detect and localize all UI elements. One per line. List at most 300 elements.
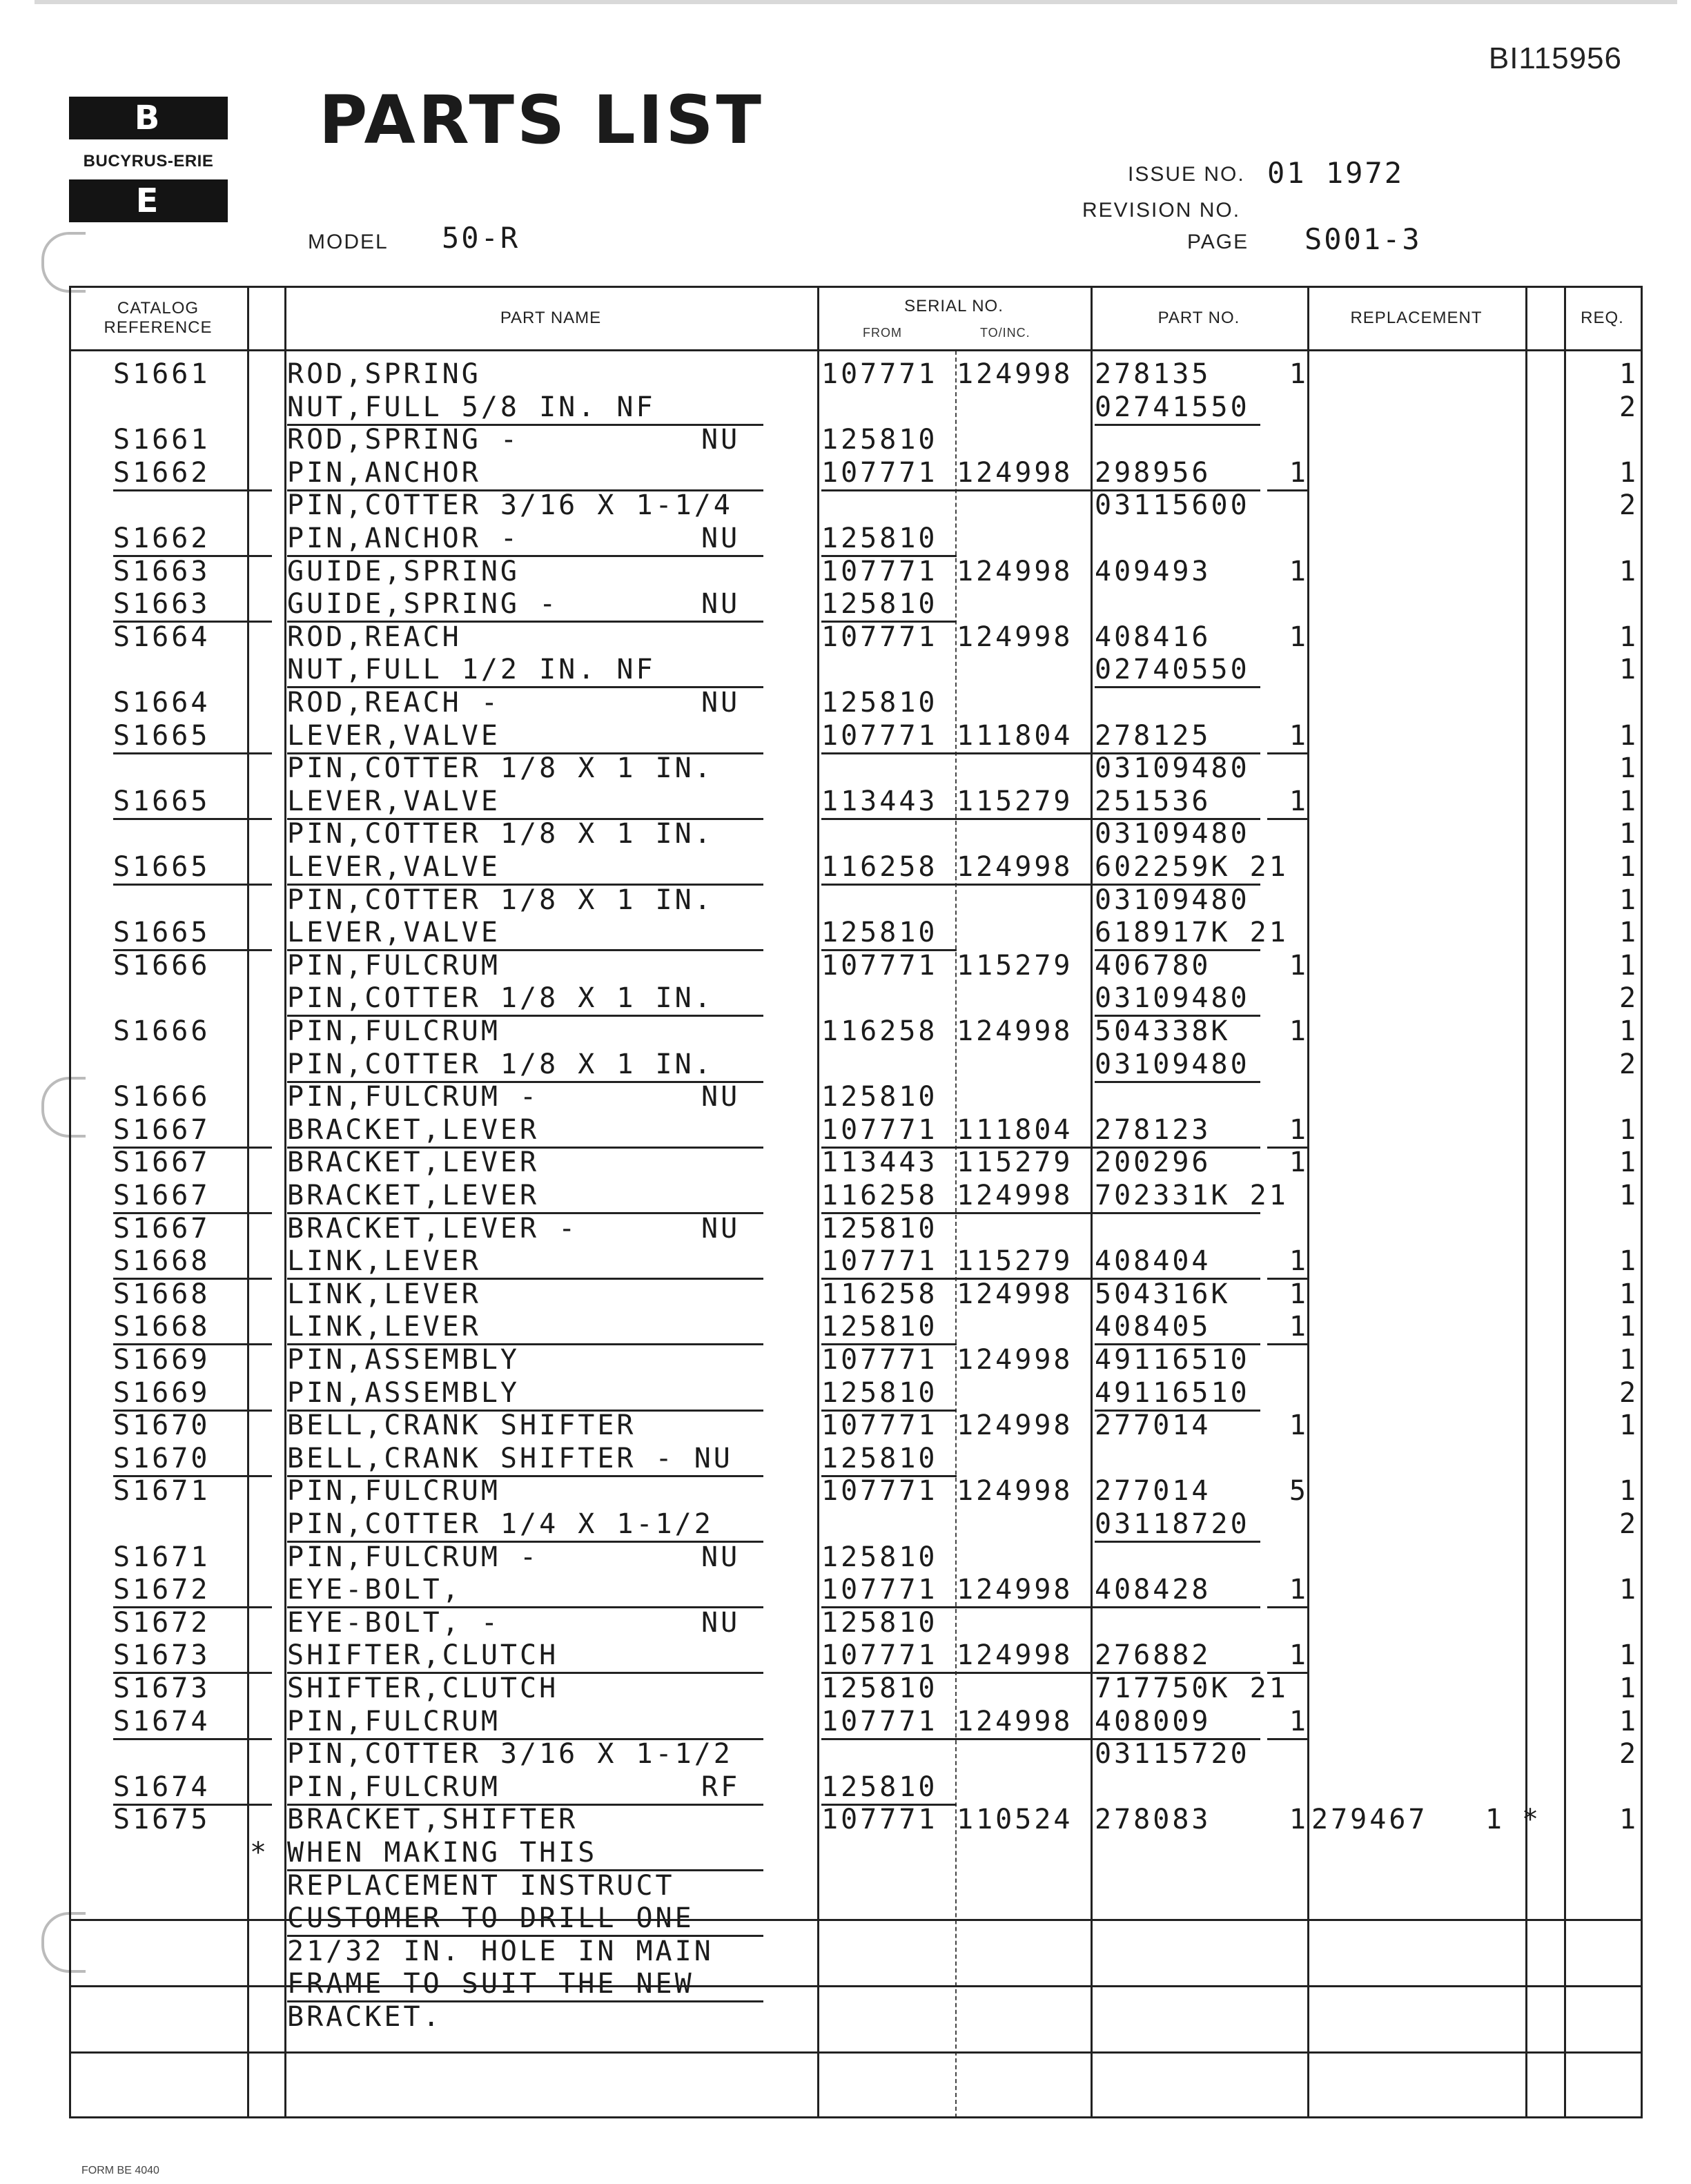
required-qty: 2 [1619, 1376, 1639, 1409]
catalog-ref: S1670 [113, 1442, 272, 1477]
part-name: PIN,ASSEMBLY [287, 1376, 763, 1412]
serial-from: 116258 [821, 1179, 957, 1214]
part-name: PIN,COTTER 1/8 X 1 IN. [287, 752, 714, 785]
part-name: GUIDE,SPRING [287, 555, 520, 587]
status-code: NU [701, 1606, 741, 1639]
table-row [69, 621, 1643, 654]
table-row [69, 2000, 1643, 2034]
part-name: PIN,COTTER 3/16 X 1-1/2 [287, 1738, 733, 1771]
part-name: LEVER,VALVE [287, 785, 763, 820]
table-row [69, 1672, 1643, 1705]
part-qty: 1 [1267, 1705, 1309, 1740]
part-name: PIN,COTTER 1/8 X 1 IN. [287, 818, 714, 850]
logo-bottom-letter: E [135, 182, 162, 220]
table-row [69, 1146, 1643, 1179]
model-value: 50-R [442, 221, 520, 255]
catalog-ref: S1667 [113, 1179, 272, 1214]
part-name: BRACKET,LEVER [287, 1147, 540, 1179]
bucyrus-erie-logo [69, 97, 228, 235]
required-qty: 1 [1619, 1705, 1639, 1737]
required-qty: 1 [1619, 358, 1639, 390]
page-title: PARTS LIST [319, 81, 765, 159]
table-row [69, 884, 1643, 917]
serial-from: 107771 [821, 1475, 938, 1508]
required-qty: 1 [1619, 1574, 1639, 1606]
part-name: BRACKET,LEVER [287, 1113, 763, 1149]
part-name: PIN,FULCRUM [287, 1015, 500, 1047]
required-qty: 1 [1619, 752, 1639, 785]
replacement-marker: * [1522, 1804, 1542, 1836]
part-qty: 1 [1267, 1113, 1309, 1149]
serial-from: 107771 [821, 1410, 938, 1442]
part-name: NUT,FULL 1/2 IN. NF [287, 653, 763, 688]
required-qty: 1 [1619, 1180, 1639, 1211]
issue-label: ISSUE NO. [1128, 163, 1245, 186]
required-qty: 1 [1619, 1245, 1639, 1278]
part-number: 277014 [1095, 1410, 1211, 1442]
part-number: 49116510 [1095, 1376, 1260, 1412]
part-number: 03115720 [1095, 1738, 1250, 1771]
part-name: BRACKET,LEVER - [287, 1212, 578, 1245]
serial-from: 107771 [821, 719, 957, 754]
table-row [69, 423, 1643, 456]
part-name: PIN,FULCRUM [287, 1475, 500, 1508]
serial-from: 107771 [821, 1113, 957, 1149]
table-row [69, 1935, 1643, 1968]
required-qty: 2 [1619, 1508, 1639, 1540]
part-qty: 1 [1267, 1245, 1309, 1280]
serial-from: 107771 [821, 456, 957, 491]
serial-from: 113443 [821, 1147, 938, 1179]
part-name: EYE-BOLT, [287, 1573, 763, 1608]
part-name: BRACKET. [287, 2001, 442, 2033]
serial-from: 116258 [821, 850, 957, 886]
part-name: GUIDE,SPRING - [287, 587, 763, 623]
part-number: 409493 [1095, 555, 1211, 587]
req-header: REQ. [1581, 309, 1624, 327]
table-row [69, 1212, 1643, 1245]
table-row [69, 1245, 1643, 1278]
catalog-ref: S1668 [113, 1310, 272, 1345]
required-qty: 1 [1619, 818, 1639, 850]
table-row [69, 1869, 1643, 1902]
part-number: 03109480 [1095, 1048, 1260, 1083]
part-number: 03109480 [1095, 752, 1250, 785]
part-qty: 1 [1289, 621, 1309, 653]
required-qty: 1 [1619, 851, 1639, 883]
part-name: REPLACEMENT INSTRUCT [287, 1869, 675, 1902]
required-qty: 1 [1619, 1015, 1639, 1047]
part-qty: 5 [1289, 1475, 1309, 1508]
part-name: ROD,REACH [287, 621, 462, 653]
part-qty: 1 [1267, 785, 1309, 820]
status-code: NU [701, 1081, 741, 1113]
serial-to: 115279 [957, 785, 1095, 820]
serial-from: 125810 [821, 587, 957, 623]
part-number: 408416 [1095, 621, 1211, 653]
part-number: 408405 [1095, 1310, 1260, 1345]
part-name: EYE-BOLT, - [287, 1606, 500, 1639]
serial-from: 125810 [821, 424, 938, 456]
table-row [69, 1705, 1643, 1738]
part-name: LINK,LEVER [287, 1278, 481, 1310]
table-row [69, 1639, 1643, 1672]
part-number: 277014 [1095, 1475, 1211, 1508]
serial-from: 113443 [821, 785, 957, 820]
part-number: 406780 [1095, 949, 1211, 982]
part-name: PIN,COTTER 1/8 X 1 IN. [287, 982, 763, 1017]
part-name: PIN,COTTER 1/8 X 1 IN. [287, 884, 714, 916]
part-name: BELL,CRANK SHIFTER - NU [287, 1442, 763, 1477]
table-row [69, 1376, 1643, 1410]
required-qty: 2 [1619, 1738, 1639, 1771]
required-qty: 1 [1619, 1475, 1639, 1508]
serial-to: 124998 [957, 1410, 1073, 1442]
part-qty: 1 [1289, 949, 1309, 982]
part-name: 21/32 IN. HOLE IN MAIN [287, 1935, 714, 1967]
serial-to-header: TO/INC. [980, 326, 1030, 340]
part-qty: 1 [1267, 1573, 1309, 1608]
catalog-ref: S1662 [113, 456, 272, 491]
part-name: SHIFTER,CLUTCH [287, 1673, 559, 1704]
part-name: BELL,CRANK SHIFTER [287, 1410, 636, 1442]
part-name: ROD,SPRING [287, 358, 481, 390]
catalog-reference-header: CATALOG REFERENCE [104, 299, 213, 337]
required-qty: 1 [1619, 1410, 1639, 1442]
catalog-ref: S1664 [113, 687, 211, 719]
serial-to: 111804 [957, 1113, 1095, 1149]
required-qty: 2 [1619, 489, 1639, 522]
catalog-ref: S1666 [113, 949, 211, 982]
serial-from: 125810 [821, 1310, 957, 1345]
part-number: 49116510 [1095, 1344, 1250, 1376]
document-id: BI115956 [1488, 41, 1622, 75]
part-qty: 1 [1289, 1410, 1309, 1442]
part-number: 200296 [1095, 1147, 1211, 1179]
serial-from: 116258 [821, 1278, 938, 1310]
catalog-ref: S1661 [113, 358, 211, 390]
part-number: 408009 [1095, 1705, 1260, 1740]
table-row [69, 1343, 1643, 1376]
part-number: 278135 [1095, 358, 1211, 390]
part-number: 03115600 [1095, 489, 1250, 522]
required-qty: 1 [1619, 1673, 1639, 1704]
serial-from: 107771 [821, 1639, 957, 1674]
catalog-ref: S1671 [113, 1475, 211, 1508]
status-code: RF [701, 1771, 741, 1803]
serial-from: 125810 [821, 1771, 957, 1806]
required-qty: 2 [1619, 1048, 1639, 1080]
part-name: CUSTOMER TO DRILL ONE [287, 1902, 763, 1937]
catalog-ref: S1669 [113, 1376, 272, 1412]
serial-to: 115279 [957, 1147, 1073, 1179]
part-qty: 1 [1267, 719, 1309, 754]
table-row [69, 1967, 1643, 2000]
serial-from: 125810 [821, 687, 938, 719]
part-no-header: PART NO. [1157, 309, 1240, 327]
part-name: LINK,LEVER [287, 1310, 763, 1345]
catalog-ref: S1669 [113, 1344, 211, 1376]
part-name: PIN,COTTER 1/8 X 1 IN. [287, 1048, 763, 1083]
part-name: PIN,FULCRUM [287, 949, 500, 982]
part-name: LINK,LEVER [287, 1245, 763, 1280]
serial-from: 125810 [821, 522, 957, 557]
replacement-part: 279467 [1311, 1804, 1428, 1836]
catalog-ref: S1668 [113, 1245, 272, 1280]
required-qty: 1 [1619, 1278, 1639, 1310]
page-label: PAGE [1187, 231, 1249, 253]
part-name: PIN,COTTER 1/4 X 1-1/2 [287, 1508, 763, 1543]
part-name: PIN,FULCRUM [287, 1771, 763, 1806]
catalog-ref: S1674 [113, 1771, 272, 1806]
part-number: 717750K 21 [1095, 1673, 1289, 1704]
part-name: PIN,ANCHOR - [287, 522, 763, 557]
page-value: S001-3 [1304, 222, 1422, 256]
serial-from: 125810 [821, 1212, 938, 1245]
table-row [69, 1015, 1643, 1048]
catalog-ref: S1675 [113, 1804, 211, 1836]
parts-table [69, 286, 1643, 2118]
logo-bottom-block [69, 179, 228, 222]
table-row [69, 982, 1643, 1015]
required-qty: 1 [1619, 1147, 1639, 1179]
serial-to: 124998 [957, 1573, 1095, 1608]
table-row [69, 752, 1643, 785]
catalog-ref: S1670 [113, 1410, 211, 1442]
status-code: NU [701, 424, 741, 456]
serial-to: 124998 [957, 1705, 1095, 1740]
table-row [69, 555, 1643, 588]
part-number: 278125 [1095, 719, 1260, 754]
table-row [69, 489, 1643, 522]
catalog-ref: S1662 [113, 522, 272, 557]
logo-top-letter: B [134, 99, 163, 137]
serial-from: 107771 [821, 1804, 938, 1836]
serial-to: 115279 [957, 1245, 1095, 1280]
required-qty: 1 [1619, 456, 1639, 489]
serial-from: 125810 [821, 1376, 957, 1412]
table-row [69, 1508, 1643, 1541]
catalog-ref: S1667 [113, 1113, 272, 1149]
status-code: NU [701, 588, 741, 621]
serial-from-header: FROM [863, 326, 902, 340]
part-name: FRAME TO SUIT THE NEW [287, 1967, 763, 2002]
required-qty: 1 [1619, 884, 1639, 916]
note-marker: * [250, 1837, 270, 1869]
part-number: 504338K [1095, 1015, 1231, 1047]
scan-edge [35, 0, 1677, 4]
table-row [69, 456, 1643, 489]
status-code: NU [701, 1541, 741, 1573]
part-name: PIN,FULCRUM - [287, 1081, 540, 1113]
table-row [69, 653, 1643, 686]
part-name: BRACKET,LEVER [287, 1179, 763, 1214]
serial-from: 116258 [821, 1015, 938, 1047]
serial-from: 125810 [821, 1606, 938, 1639]
form-number: FORM BE 4040 [81, 2165, 159, 2176]
required-qty: 1 [1619, 1639, 1639, 1672]
table-row [69, 1902, 1643, 1935]
required-qty: 1 [1619, 1113, 1639, 1146]
status-code: NU [701, 1212, 741, 1245]
serial-to: 124998 [957, 456, 1095, 491]
table-row [69, 1474, 1643, 1508]
part-qty: 1 [1267, 1310, 1309, 1345]
serial-to: 124998 [957, 1639, 1095, 1674]
catalog-ref: S1664 [113, 621, 211, 653]
part-number: 298956 [1095, 456, 1260, 491]
catalog-ref: S1665 [113, 916, 272, 951]
table-row [69, 1179, 1643, 1212]
table-row [69, 785, 1643, 818]
part-number: 408404 [1095, 1245, 1260, 1280]
table-row [69, 1310, 1643, 1343]
table-row [69, 522, 1643, 555]
serial-to: 124998 [957, 1179, 1095, 1214]
revision-label: REVISION NO. [1082, 199, 1241, 222]
table-row [69, 1080, 1643, 1113]
table-row [69, 1573, 1643, 1606]
required-qty: 1 [1619, 1311, 1639, 1343]
part-number: 618917K 21 [1095, 916, 1260, 951]
required-qty: 1 [1619, 719, 1639, 752]
catalog-ref: S1673 [113, 1673, 211, 1704]
serial-from: 125810 [821, 916, 957, 951]
part-name: LEVER,VALVE [287, 850, 763, 886]
catalog-ref: S1663 [113, 587, 272, 623]
table-row [69, 850, 1643, 884]
table-row [69, 916, 1643, 949]
part-number: 02741550 [1095, 391, 1260, 426]
serial-from: 107771 [821, 949, 938, 982]
required-qty: 2 [1619, 391, 1639, 423]
part-qty: 1 [1289, 358, 1309, 390]
part-name: PIN,ASSEMBLY [287, 1344, 520, 1376]
serial-from: 107771 [821, 1344, 938, 1376]
serial-from: 125810 [821, 1673, 938, 1704]
required-qty: 2 [1619, 982, 1639, 1015]
serial-no-header: SERIAL NO. [904, 297, 1004, 315]
note-rule [69, 2051, 1643, 2054]
binder-hole-top [41, 232, 86, 293]
part-name: ROD,SPRING - [287, 424, 520, 456]
part-qty: 1 [1289, 1278, 1309, 1310]
serial-to: 110524 [957, 1804, 1073, 1836]
catalog-ref: S1666 [113, 1081, 211, 1113]
serial-to: 124998 [957, 358, 1073, 390]
table-row [69, 1803, 1643, 1836]
catalog-ref: S1671 [113, 1541, 211, 1573]
catalog-ref: S1667 [113, 1212, 211, 1245]
table-row [69, 949, 1643, 982]
serial-to: 124998 [957, 850, 1095, 886]
table-row [69, 587, 1643, 621]
required-qty: 1 [1619, 1344, 1639, 1376]
part-name: LEVER,VALVE [287, 719, 763, 754]
required-qty: 1 [1619, 1804, 1639, 1836]
table-row [69, 1113, 1643, 1147]
table-bottom-rule [69, 2116, 1643, 2118]
serial-to: 124998 [957, 1278, 1073, 1310]
catalog-ref: S1663 [113, 555, 211, 587]
required-qty: 1 [1619, 621, 1639, 653]
serial-to: 124998 [957, 1015, 1073, 1047]
table-row [69, 1771, 1643, 1804]
serial-to: 124998 [957, 1344, 1073, 1376]
part-name: SHIFTER,CLUTCH [287, 1639, 763, 1674]
table-row [69, 1409, 1643, 1442]
part-number: 03109480 [1095, 982, 1260, 1017]
part-number: 03109480 [1095, 884, 1250, 916]
table-row [69, 817, 1643, 850]
serial-from: 107771 [821, 1573, 957, 1608]
catalog-ref: S1666 [113, 1015, 211, 1047]
serial-from: 107771 [821, 358, 938, 390]
serial-from: 125810 [821, 1541, 938, 1573]
logo-brand: BUCYRUS-ERIE [83, 152, 214, 170]
part-name: ROD,REACH - [287, 687, 500, 719]
status-code: NU [701, 523, 741, 554]
catalog-ref: S1665 [113, 850, 272, 886]
catalog-ref: S1661 [113, 424, 211, 456]
table-row [69, 686, 1643, 719]
table-row [69, 1541, 1643, 1574]
catalog-ref: S1672 [113, 1606, 211, 1639]
required-qty: 1 [1619, 949, 1639, 982]
part-number: 278083 [1095, 1804, 1211, 1836]
table-row [69, 1737, 1643, 1771]
required-qty: 1 [1619, 785, 1639, 817]
part-number: 408428 [1095, 1573, 1260, 1608]
serial-from: 125810 [821, 1442, 957, 1477]
replacement-header: REPLACEMENT [1350, 309, 1483, 327]
replacement-qty: 1 [1485, 1804, 1505, 1836]
part-name: PIN,FULCRUM - [287, 1541, 540, 1573]
table-row [69, 719, 1643, 752]
serial-from: 125810 [821, 1081, 938, 1113]
part-number: 504316K [1095, 1278, 1231, 1310]
issue-value: 01 1972 [1267, 156, 1405, 190]
part-name: WHEN MAKING THIS [287, 1836, 763, 1871]
part-name: BRACKET,SHIFTER [287, 1804, 578, 1836]
catalog-ref: S1674 [113, 1705, 272, 1740]
table-row [69, 1278, 1643, 1311]
part-number: 03109480 [1095, 818, 1250, 850]
part-name: NUT,FULL 5/8 IN. NF [287, 391, 763, 426]
part-qty: 1 [1289, 555, 1309, 587]
part-name: PIN,FULCRUM [287, 1705, 763, 1740]
serial-from: 107771 [821, 1705, 957, 1740]
serial-to: 124998 [957, 555, 1073, 587]
part-qty: 1 [1289, 1147, 1309, 1179]
catalog-ref: S1672 [113, 1573, 272, 1608]
catalog-ref: S1667 [113, 1147, 211, 1179]
status-code: NU [701, 687, 741, 719]
serial-to: 124998 [957, 621, 1073, 653]
serial-from: 107771 [821, 1245, 957, 1280]
table-row [69, 391, 1643, 424]
part-name: LEVER,VALVE [287, 916, 763, 951]
table-row [69, 1048, 1643, 1081]
part-number: 702331K 21 [1095, 1179, 1260, 1214]
serial-to: 111804 [957, 719, 1095, 754]
part-number: 602259K 21 [1095, 850, 1260, 886]
part-number: 03118720 [1095, 1508, 1260, 1543]
part-name: PIN,ANCHOR [287, 456, 763, 491]
part-qty: 1 [1289, 1804, 1309, 1836]
part-qty: 1 [1267, 1639, 1309, 1674]
part-qty: 1 [1267, 456, 1309, 491]
